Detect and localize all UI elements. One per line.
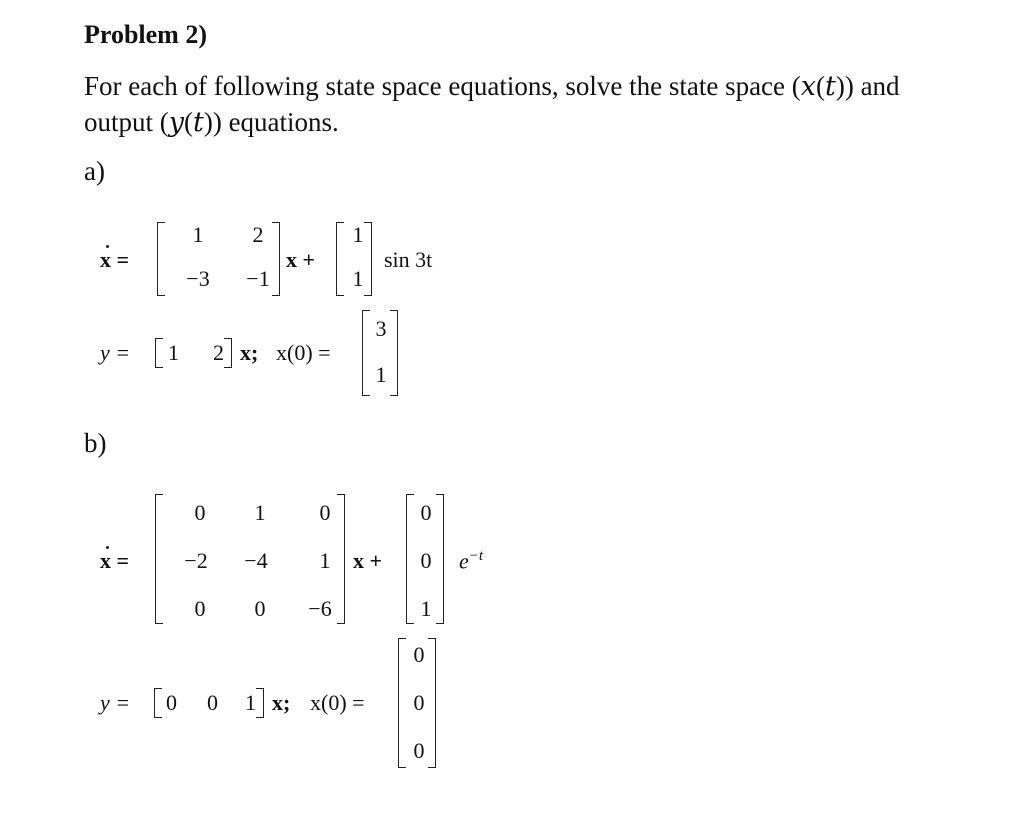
y-x-suffix: x;: [240, 340, 259, 365]
matrix-a-right-bracket: [337, 494, 345, 624]
matrix-a-cell: −2: [184, 548, 208, 573]
x0-cell: 1: [375, 362, 387, 387]
matrix-c-cell: 0: [207, 690, 218, 715]
matrix-a-left-bracket: [157, 222, 165, 296]
matrix-c-cell: 0: [166, 690, 177, 715]
matrix-c-right-bracket: [224, 338, 232, 368]
y-lhs: y =: [100, 690, 131, 715]
vector-b-cell: 1: [352, 266, 364, 291]
matrix-a-cell: −4: [244, 548, 268, 573]
matrix-a-cell: −3: [186, 266, 210, 291]
matrix-c-left-bracket: [154, 688, 162, 718]
x0-right-bracket: [390, 310, 398, 396]
input-exp-base: e: [459, 548, 469, 574]
matrix-a-cell: 0: [194, 500, 206, 525]
matrix-a-cell: 1: [254, 500, 266, 525]
xdot-lhs: x =: [100, 247, 130, 272]
matrix-c-cell: 1: [168, 340, 179, 365]
matrix-a-cell: 2: [252, 222, 264, 247]
y-x-suffix: x;: [272, 690, 291, 715]
x0-lhs: x(0) =: [310, 690, 365, 715]
plus-x-b: x +: [353, 548, 383, 573]
x0-cell: 0: [413, 690, 425, 715]
x0-cell: 0: [413, 738, 425, 763]
statement-line-2: output (𝑦(𝑡)) equations.: [84, 107, 339, 137]
matrix-c-cell: 1: [245, 690, 256, 715]
vector-b-right-bracket: [364, 222, 372, 296]
y-lhs: y =: [100, 340, 131, 365]
input-sin: sin 3t: [384, 247, 433, 272]
x0-cell: 3: [375, 316, 387, 341]
x0-right-bracket: [428, 638, 436, 768]
problem-title: Problem 2): [84, 20, 207, 49]
vector-b-cell: 1: [420, 596, 432, 621]
matrix-a-left-bracket: [155, 494, 163, 624]
matrix-a-cell: −1: [246, 266, 270, 291]
vector-b-cell: 0: [420, 500, 432, 525]
vector-b-right-bracket: [436, 494, 444, 624]
matrix-a-cell: 0: [254, 596, 266, 621]
part-a-label: a): [84, 156, 105, 186]
matrix-a-cell: 1: [319, 548, 331, 573]
matrix-a-right-bracket: [272, 222, 280, 296]
problem-statement: [84, 68, 964, 140]
matrix-c-cell: 2: [213, 340, 224, 365]
plus-x-b: x +: [286, 247, 316, 272]
statement-line-1: For each of following state space equations, solve the state space (𝑥(𝑡)) and: [84, 71, 900, 101]
xdot-lhs: x =: [100, 548, 130, 573]
input-exp-power: −t: [468, 548, 484, 564]
x0-lhs: x(0) =: [276, 340, 331, 365]
matrix-a-cell: 1: [192, 222, 204, 247]
matrix-c-left-bracket: [155, 338, 163, 368]
vector-b-cell: 1: [352, 222, 364, 247]
part-b-label: b): [84, 428, 107, 458]
vector-b-cell: 0: [420, 548, 432, 573]
matrix-a-cell: 0: [194, 596, 206, 621]
x0-cell: 0: [413, 642, 425, 667]
input-exp: [459, 548, 483, 574]
matrix-c-right-bracket: [256, 688, 264, 718]
matrix-a-cell: −6: [308, 596, 332, 621]
matrix-a-cell: 0: [319, 500, 331, 525]
